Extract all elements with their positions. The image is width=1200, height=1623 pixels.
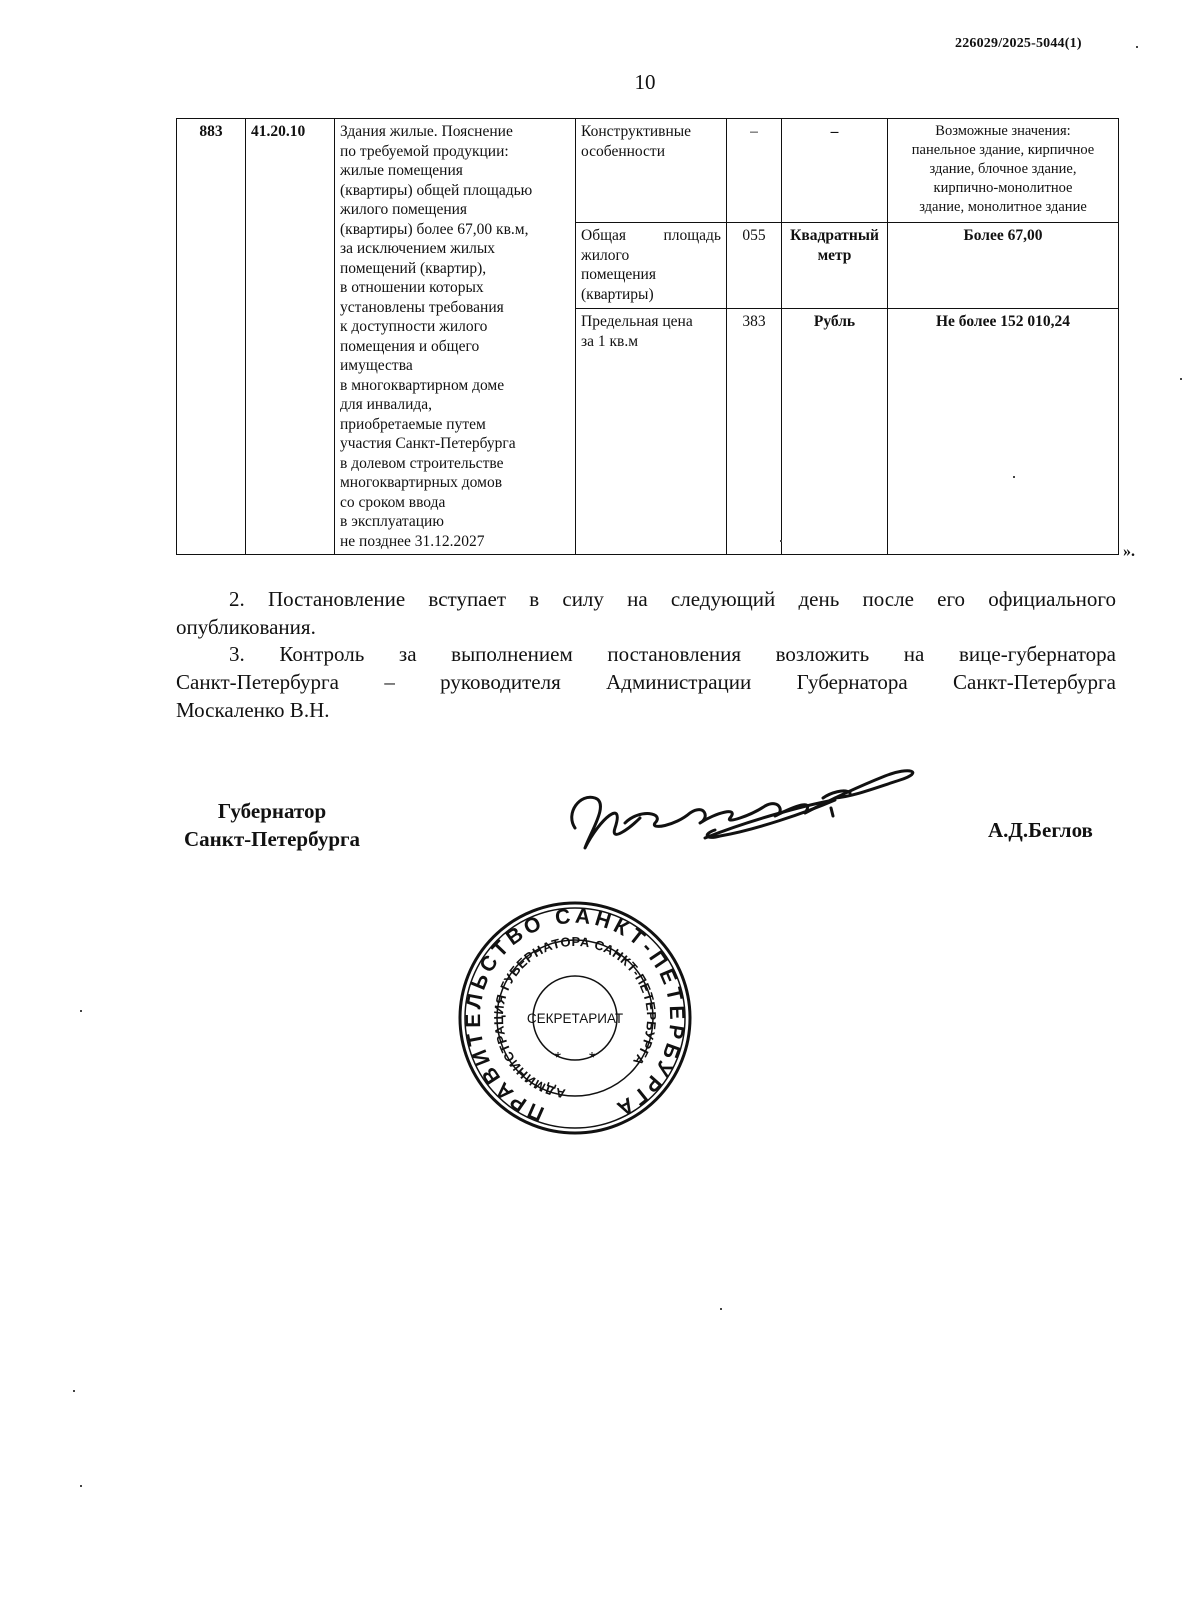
scan-speck <box>73 1390 75 1392</box>
okei-code-cell: 055 <box>727 223 782 309</box>
unit-cell: Квадратный метр <box>782 223 888 309</box>
scan-speck <box>1180 378 1182 380</box>
seal-star-icon: * <box>554 1050 562 1067</box>
closing-quote: ». <box>1123 543 1135 560</box>
scan-speck <box>1136 46 1138 48</box>
document-id: 226029/2025-5044(1) <box>955 36 1082 51</box>
handwritten-signature <box>555 758 945 868</box>
official-seal <box>455 898 695 1138</box>
row-number-cell: 883 <box>177 119 246 555</box>
paragraph-2: 2. Постановление вступает в силу на следующий день после его официального опубликования. <box>176 587 1116 639</box>
seal-outer-text: ПРАВИТЕЛЬСТВО САНКТ-ПЕТЕРБУРГА <box>461 904 689 1126</box>
okei-code-cell: 383 <box>727 309 782 555</box>
okei-code-cell: – <box>727 119 782 223</box>
scan-speck <box>780 540 782 542</box>
characteristic-cell: Общая площадь жилого помещения (квартиры) <box>576 223 727 309</box>
product-description-cell: Здания жилые. Пояснение по требуемой продукции: жилые помещения (квартиры) общей площадью жилого помещения (квартиры) более 67,00 кв.м, за исключением жилых помещений (квартир), в отношении которых установлены требования к доступности жилого помещения и общего имущества в многоквартирном доме для инвалида, приобретаемые путем участия Санкт-Петербурга в долевом строительстве многоквартирных домов со сроком ввода в эксплуатацию не позднее 31.12.2027 <box>335 119 576 555</box>
value-cell: Более 67,00 <box>888 223 1119 309</box>
scan-speck <box>80 1485 82 1487</box>
page-number: 10 <box>634 70 656 94</box>
seal-center-text: СЕКРЕТАРИАТ <box>526 1011 624 1026</box>
characteristic-cell: Предельная цена за 1 кв.м <box>576 309 727 555</box>
value-cell: Возможные значения: панельное здание, кирпичное здание, блочное здание, кирпично-монолитное здание, монолитное здание <box>888 119 1119 223</box>
specification-table <box>176 118 1119 555</box>
seal-star-icon: * <box>588 1050 596 1067</box>
seal-inner-text: АДМИНИСТРАЦИЯ ГУБЕРНАТОРА САНКТ-ПЕТЕРБУРГА <box>490 933 660 1102</box>
signatory-position: Губернатор Санкт-Петербурга <box>183 799 361 851</box>
scan-speck <box>720 1308 722 1310</box>
characteristic-cell: Конструктивные особенности <box>576 119 727 223</box>
unit-cell: – <box>782 119 888 223</box>
scan-speck <box>80 1010 82 1012</box>
value-cell: Не более 152 010,24 <box>888 309 1119 555</box>
signatory-name: А.Д.Беглов <box>988 818 1093 842</box>
unit-cell: Рубль <box>782 309 888 555</box>
table-row <box>177 119 1119 223</box>
paragraph-3: 3. Контроль за выполнением постановления возложить на вице-губернатора Санкт-Петербурга – руководителя Администрации Губернатора Санкт-Петербурга Москаленко В.Н. <box>176 642 1116 722</box>
okpd-code-cell: 41.20.10 <box>246 119 335 555</box>
scan-speck <box>1013 476 1015 478</box>
